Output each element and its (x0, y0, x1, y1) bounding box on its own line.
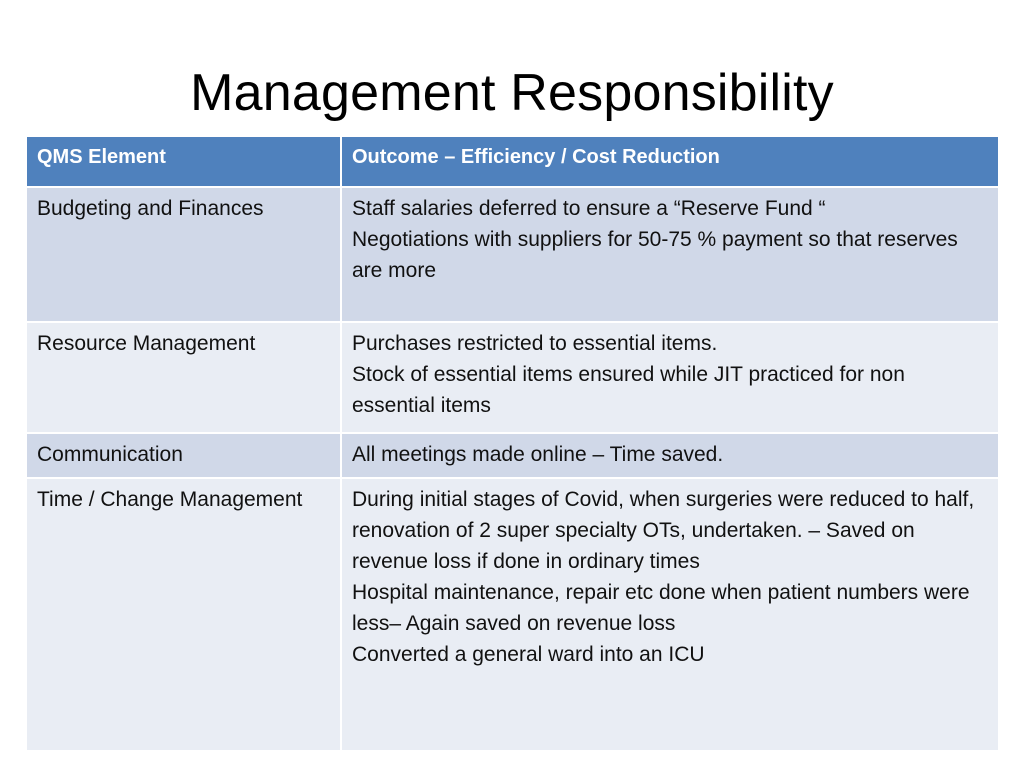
outcome-cell (341, 478, 999, 751)
outcome-line: Hospital maintenance, repair etc done when patient numbers were less– Again saved on revenue loss (352, 581, 970, 635)
outcome-line: Negotiations with suppliers for 50-75 % payment so that reserves are more (352, 228, 958, 282)
element-cell: Resource Management (26, 322, 341, 433)
outcome-cell (341, 187, 999, 322)
qms-table (25, 135, 1000, 752)
element-cell: Budgeting and Finances (26, 187, 341, 322)
outcome-line: All meetings made online – Time saved. (352, 443, 724, 466)
outcome-line: Converted a general ward into an ICU (352, 643, 705, 666)
header-qms-element: QMS Element (26, 136, 341, 187)
element-cell: Communication (26, 433, 341, 478)
table-row (26, 187, 999, 322)
slide-title: Management Responsibility (190, 64, 834, 122)
table-row (26, 322, 999, 433)
element-cell: Time / Change Management (26, 478, 341, 751)
outcome-line: Purchases restricted to essential items. (352, 332, 718, 355)
table-row (26, 478, 999, 751)
table-header-row (26, 136, 999, 187)
outcome-cell (341, 433, 999, 478)
header-outcome: Outcome – Efficiency / Cost Reduction (341, 136, 999, 187)
outcome-line: During initial stages of Covid, when surgeries were reduced to half, renovation of 2 super specialty OTs, undertaken. – Saved on revenue loss if done in ordinary times (352, 488, 975, 573)
outcome-line: Stock of essential items ensured while JIT practiced for non essential items (352, 363, 905, 417)
table-row (26, 433, 999, 478)
outcome-cell (341, 322, 999, 433)
outcome-line: Staff salaries deferred to ensure a “Reserve Fund “ (352, 197, 826, 220)
